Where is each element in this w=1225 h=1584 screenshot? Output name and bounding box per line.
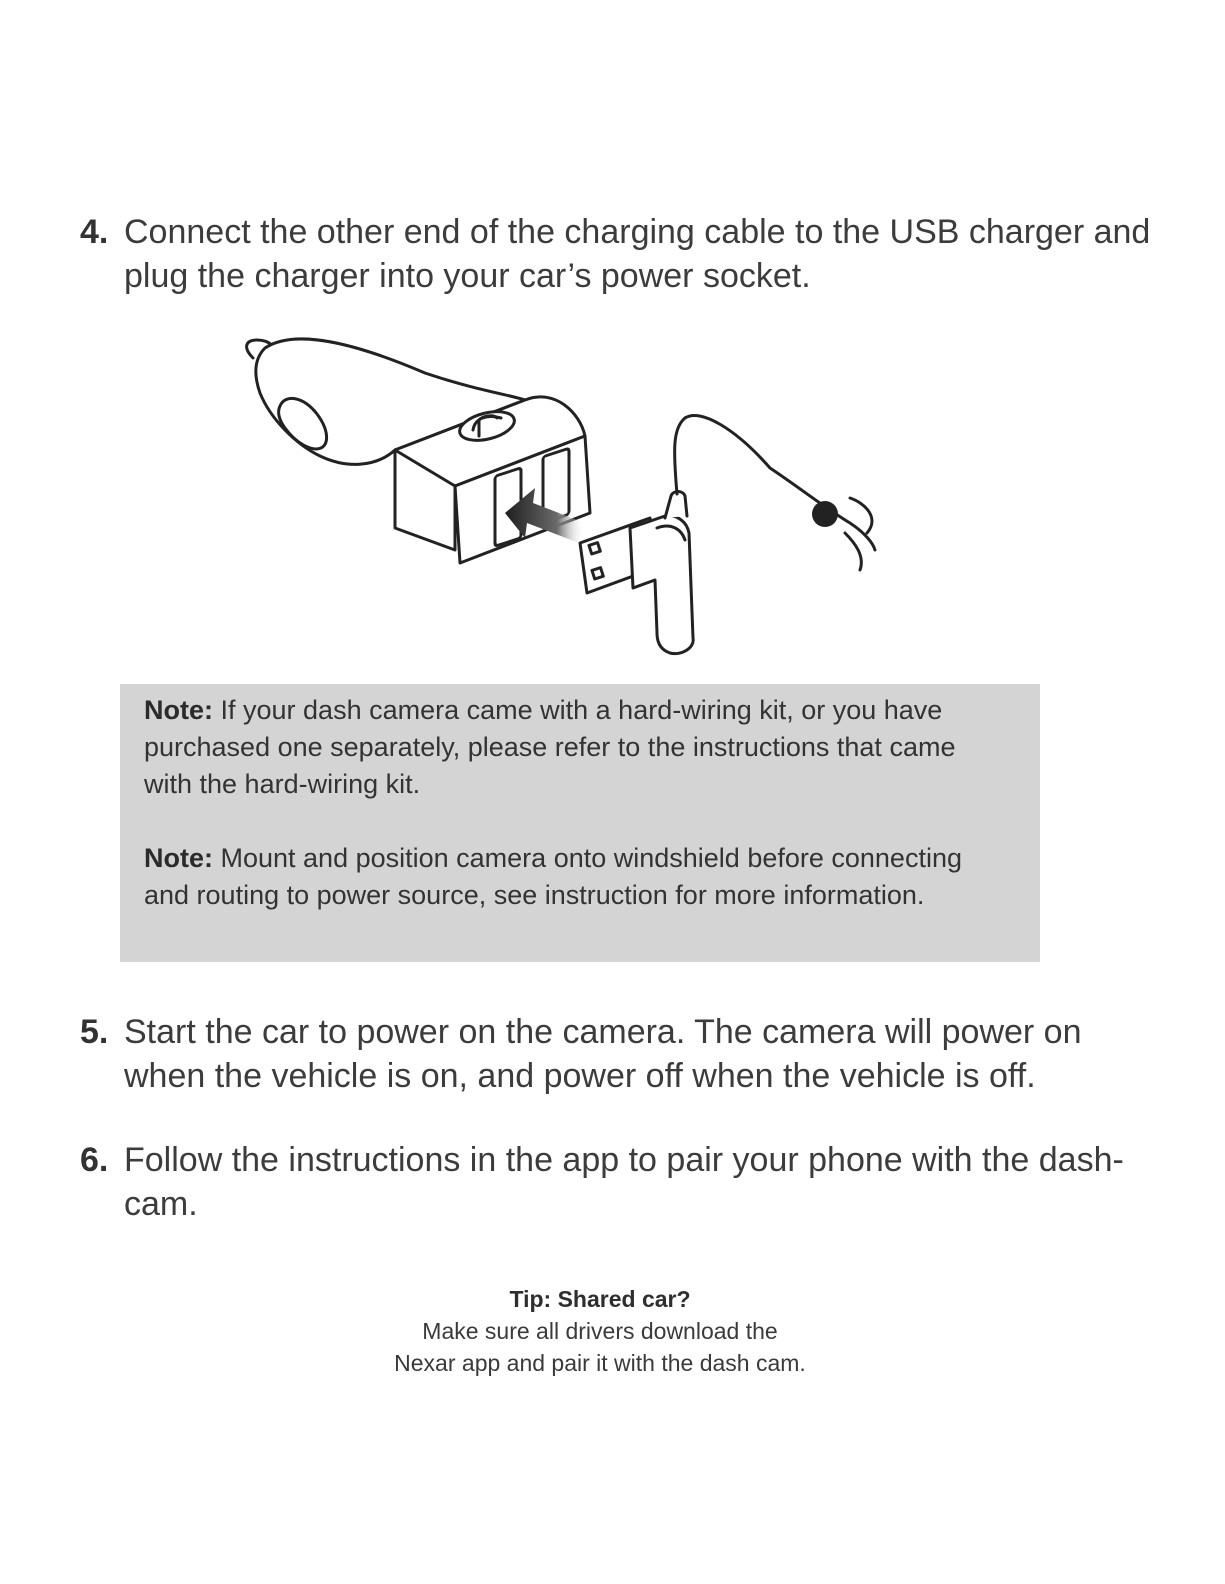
tip-box xyxy=(300,1283,900,1379)
step-number: 4. xyxy=(80,213,109,251)
step-text: Connect the other end of the charging cable to the USB charger and plug the charger into your car’s power socket. xyxy=(124,213,1151,295)
step-number: 6. xyxy=(80,1141,109,1179)
tip-line-1: Make sure all drivers download the xyxy=(422,1318,778,1344)
step-text: Follow the instructions in the app to pair your phone with the dash- cam. xyxy=(124,1141,1124,1223)
note-label: Note: xyxy=(144,843,213,873)
tip-title: Tip: Shared car? xyxy=(509,1286,691,1312)
step-number: 5. xyxy=(80,1013,109,1051)
note-text: If your dash camera came with a hard-wiring kit, or you have purchased one separately, please refer to the instructions that came with the hard-wiring kit. xyxy=(144,695,956,799)
note-label: Note: xyxy=(144,695,213,725)
notes-box xyxy=(120,684,1040,962)
note-hard-wiring xyxy=(144,692,1004,803)
step-6 xyxy=(80,1138,1160,1226)
step-text: Start the car to power on the camera. The camera will power on when the vehicle is on, and power off when the vehicle is off. xyxy=(124,1013,1082,1095)
usb-car-charger-illustration xyxy=(225,318,905,663)
step-4 xyxy=(80,210,1160,298)
note-mount xyxy=(144,840,1004,914)
note-text: Mount and position camera onto windshield before connecting and routing to power source, see instruction for more information. xyxy=(144,843,962,910)
tip-line-2: Nexar app and pair it with the dash cam. xyxy=(394,1350,806,1376)
step-5 xyxy=(80,1010,1160,1098)
